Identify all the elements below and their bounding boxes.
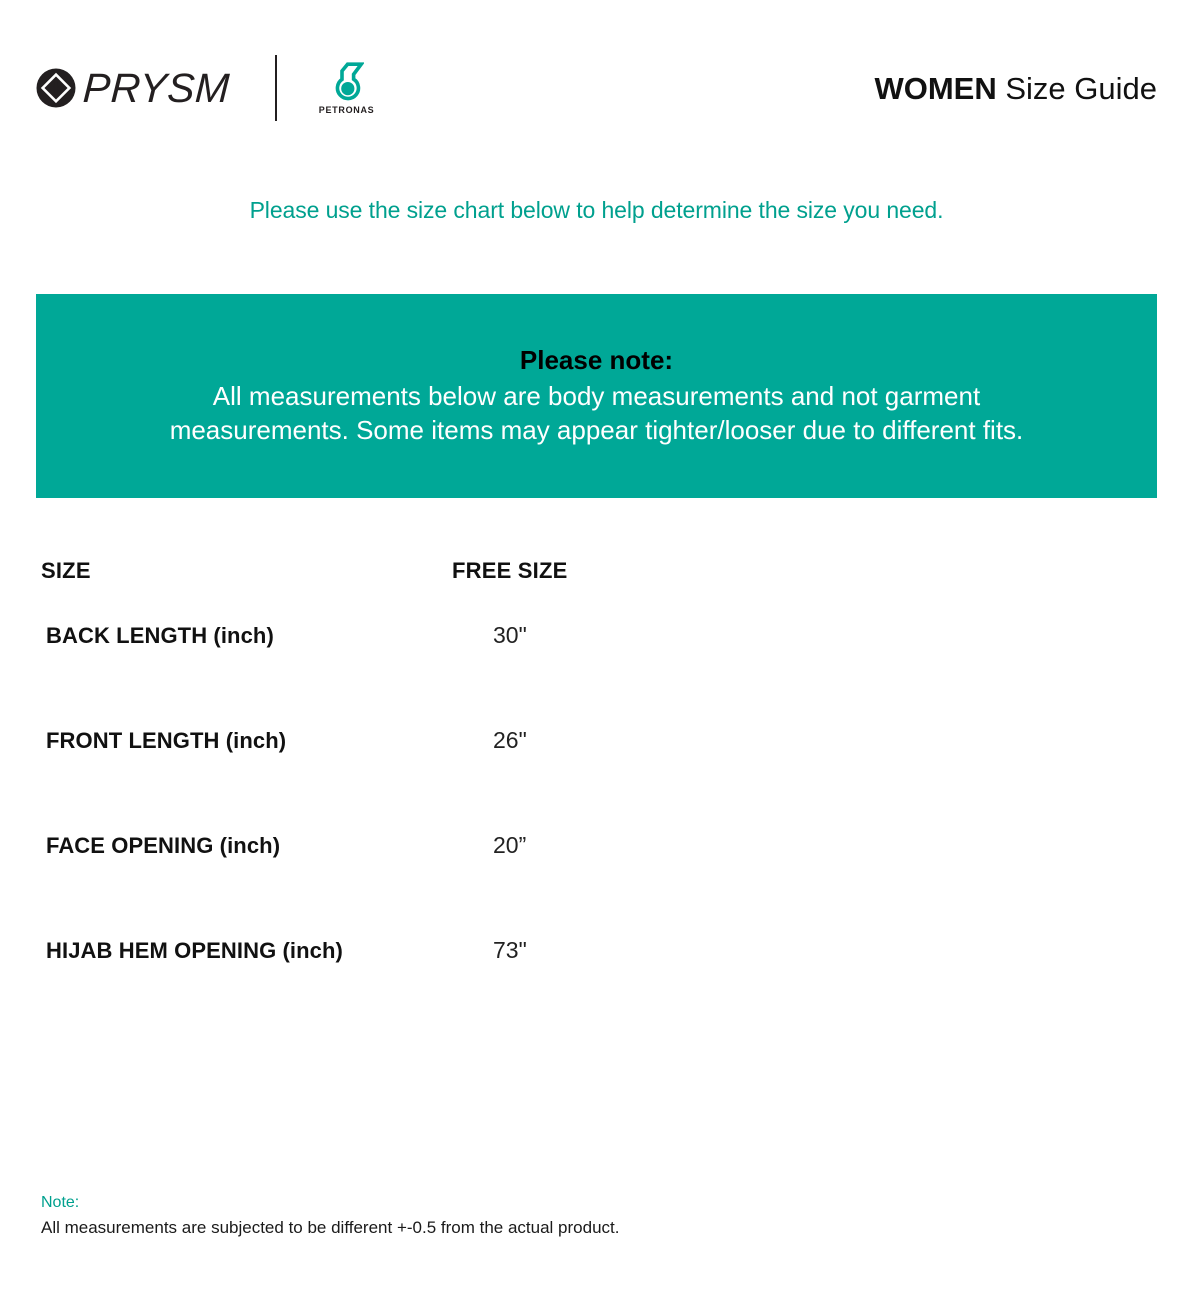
petronas-wordmark: PETRONAS bbox=[318, 104, 375, 115]
please-note-body: All measurements below are body measurements and not garment measurements. Some items may appear tighter/looser due to different fits. bbox=[169, 381, 1024, 445]
table-header-row bbox=[41, 558, 1151, 584]
row-value-face-opening: 20” bbox=[493, 832, 527, 858]
row-value-front-length: 26" bbox=[493, 727, 527, 753]
page-header bbox=[36, 48, 1157, 128]
petronas-logo bbox=[319, 62, 375, 115]
brand-divider bbox=[275, 55, 277, 121]
page-title bbox=[874, 70, 1157, 106]
prysm-diamond-icon bbox=[36, 68, 76, 108]
table-row bbox=[41, 727, 1151, 832]
table-row bbox=[41, 832, 1151, 937]
size-chart-table bbox=[41, 558, 1151, 1042]
table-row bbox=[41, 937, 1151, 1042]
row-label-hijab-hem-opening: HIJAB HEM OPENING (inch) bbox=[46, 938, 343, 963]
row-label-back-length: BACK LENGTH (inch) bbox=[46, 623, 274, 648]
page-title-label: Size Guide bbox=[1005, 70, 1157, 106]
brand-cluster bbox=[36, 55, 374, 121]
footer-note-text: All measurements are subjected to be different +-0.5 from the actual product. bbox=[41, 1218, 620, 1238]
please-note-banner bbox=[36, 294, 1157, 498]
intro-instruction: Please use the size chart below to help determine the size you need. bbox=[249, 197, 944, 223]
column-header-free-size: FREE SIZE bbox=[452, 558, 568, 583]
petronas-droplet-icon bbox=[330, 62, 364, 103]
column-header-size: SIZE bbox=[41, 558, 91, 583]
prysm-logo bbox=[36, 64, 232, 111]
page-title-audience: WOMEN bbox=[874, 70, 997, 106]
footer-note bbox=[41, 1191, 1041, 1241]
please-note-title: Please note: bbox=[519, 345, 674, 376]
row-label-face-opening: FACE OPENING (inch) bbox=[46, 833, 281, 858]
table-row bbox=[41, 622, 1151, 727]
prysm-wordmark: PRYSM bbox=[81, 64, 232, 111]
row-label-front-length: FRONT LENGTH (inch) bbox=[46, 728, 287, 753]
row-value-hijab-hem-opening: 73" bbox=[493, 937, 527, 963]
row-value-back-length: 30" bbox=[493, 622, 527, 648]
footer-note-label: Note: bbox=[41, 1194, 80, 1211]
